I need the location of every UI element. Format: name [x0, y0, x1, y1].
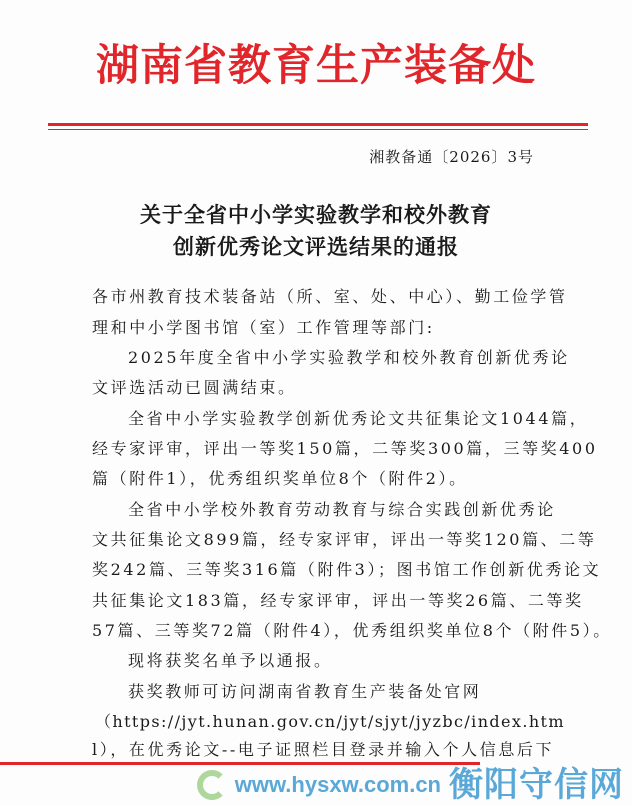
body-line: 获奖教师可访问湖南省教育生产装备处官网	[128, 682, 482, 701]
letterhead-rule-thick	[48, 123, 588, 126]
watermark-logo-icon	[197, 770, 227, 800]
body-line: 57篇、三等奖72篇（附件4），优秀组织奖单位8个（附件5）。	[92, 621, 612, 640]
body-line: 文共征集论文899篇，经专家评审，评出一等奖120篇、二等	[92, 530, 597, 549]
body-line: 各市州教育技术装备站（所、室、处、中心）、勤工俭学管	[92, 287, 568, 306]
body-line: l），在优秀论文--电子证照栏目登录并输入个人信息后下	[92, 740, 555, 759]
body-line: 经专家评审，评出一等奖150篇，二等奖300篇，三等奖400	[92, 439, 598, 458]
body-line: 现将获奖名单予以通报。	[128, 651, 333, 670]
watermark	[197, 764, 624, 805]
document-title-line-2: 创新优秀论文评选结果的通报	[173, 234, 459, 259]
body-line: 2025年度全省中小学实验教学和校外教育创新优秀论	[128, 348, 570, 367]
body-line: 奖242篇、三等奖316篇（附件3）；图书馆工作创新优秀论文	[92, 560, 602, 579]
letterhead-rule-thin	[48, 129, 588, 130]
body-line: 理和中小学图书馆（室）工作管理等部门:	[92, 318, 435, 337]
watermark-url: www.hysxw.com.cn	[234, 771, 441, 797]
body-line: 篇（附件1），优秀组织奖单位8个（附件2）。	[92, 469, 468, 488]
body-line: 全省中小学实验教学创新优秀论文共征集论文1044篇，	[128, 409, 589, 428]
document-number: 湘教备通〔2026〕3号	[369, 148, 534, 166]
watermark-name: 衡阳守信网	[449, 764, 624, 805]
body-line-url: （https://jyt.hunan.gov.cn/jyt/sjyt/jyzbc/index.htm	[95, 712, 565, 731]
body-line: 文评选活动已圆满结束。	[92, 378, 297, 397]
document-title-line-1: 关于全省中小学实验教学和校外教育	[140, 202, 492, 227]
page-bottom-rule	[0, 762, 480, 765]
body-line: 共征集论文183篇，经专家评审，评出一等奖26篇、二等奖	[92, 591, 584, 610]
org-letterhead-title: 湖南省教育生产装备处	[96, 41, 536, 91]
body-line: 全省中小学校外教育劳动教育与综合实践创新优秀论	[128, 500, 556, 519]
